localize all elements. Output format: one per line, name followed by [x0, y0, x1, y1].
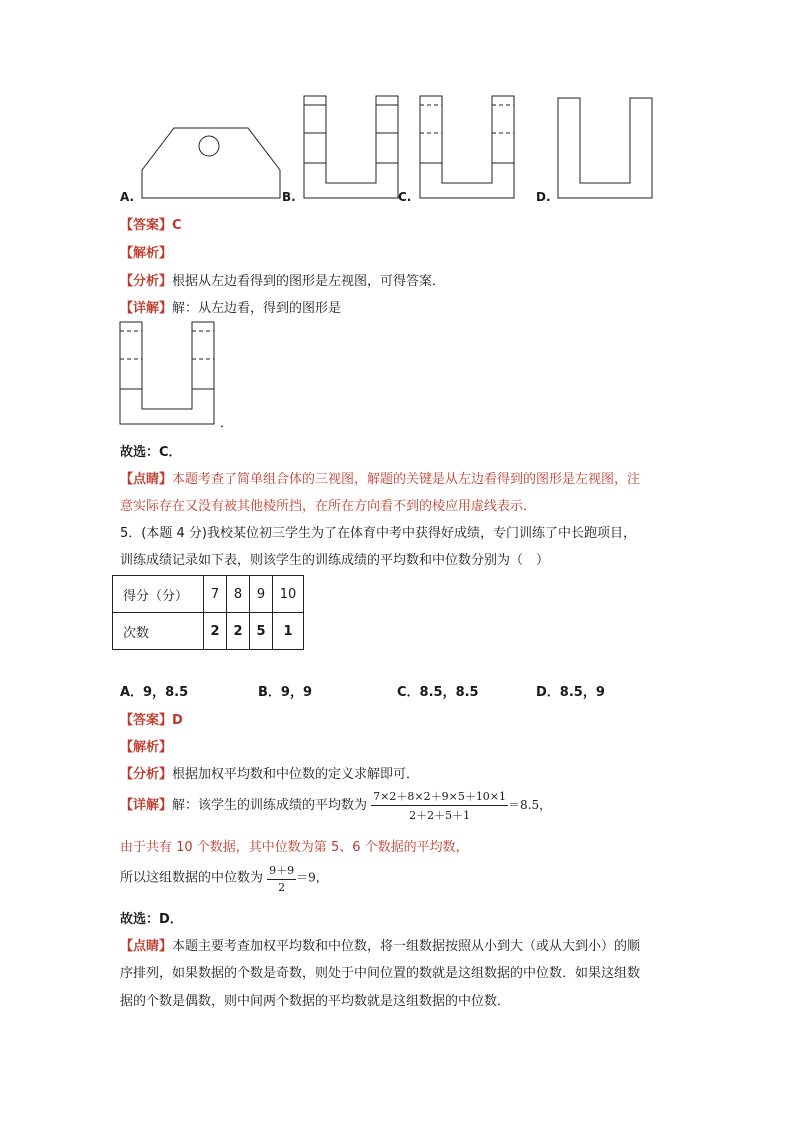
mean-fraction: [371, 788, 508, 823]
dianjing-text-1: 本题主要考查加权平均数和中位数，将一组数据按照从小到大（或从大到小）的顺: [172, 939, 641, 954]
q4-guxuan: 故选：C．: [120, 445, 182, 460]
figure-period: ．: [220, 416, 234, 431]
xiangjie-text: 解：该学生的训练成绩的平均数为: [172, 798, 368, 813]
q5-guxuan: 故选：D．: [120, 912, 183, 927]
q4-answer-line: [120, 214, 182, 233]
q5-dianjing-line2: 序排列，如果数据的个数是奇数，则处于中间位置的数就是这组数据的中位数．如果这组数: [120, 966, 641, 981]
q5-dianjing-line1: [120, 935, 640, 954]
q5-answer-line: [120, 709, 183, 728]
xiangjie-tag: 【详解】: [120, 798, 173, 813]
fenxi-tag: 【分析】: [120, 274, 173, 289]
score-cell: 7: [204, 576, 227, 613]
answer-tag: 【答案】: [120, 713, 173, 728]
dianjing-tag: 【点睛】: [120, 939, 173, 954]
q5-median-line: [120, 862, 328, 894]
q5-analysis-tag: 【解析】: [120, 740, 173, 755]
answer-value: D: [172, 713, 183, 728]
q5-stem-line2: 训练成绩记录如下表，则该学生的训练成绩的平均数和中位数分别为（ ）: [120, 553, 550, 568]
option-a-label[interactable]: A.: [120, 190, 135, 204]
q5-line2: 由于共有 10 个数据，其中位数为第 5、6 个数据的平均数，: [120, 840, 469, 855]
fenxi-text: 根据从左边看得到的图形是左视图，可得答案．: [172, 274, 446, 289]
q5-xiangjie-line: [120, 788, 551, 823]
option-a-figure: [140, 126, 282, 200]
left-view-figure: [119, 321, 215, 426]
score-cell: 9: [250, 576, 273, 613]
answer-value: C: [172, 218, 182, 233]
score-table: [112, 575, 304, 650]
q5-stem-line1: 5．(本题 4 分)我校某位初三学生为了在体育中考中获得好成绩，专门训练了中长跑项目，: [120, 526, 636, 541]
q5-option-d[interactable]: D．8.5，9: [536, 685, 605, 700]
option-d-label[interactable]: D.: [536, 190, 551, 204]
option-b-label[interactable]: B.: [282, 190, 296, 204]
score-cell: 8: [227, 576, 250, 613]
xiangjie-text: 解：从左边看，得到的图形是: [172, 301, 342, 316]
mean-denominator: 2＋2＋5＋1: [409, 809, 471, 822]
q4-fenxi-line: [120, 270, 445, 289]
q5-dianjing-line3: 据的个数是偶数，则中间两个数据的平均数就是这组数据的中位数．: [120, 994, 511, 1009]
xiangjie-tag: 【详解】: [120, 301, 173, 316]
score-cell: 10: [273, 576, 304, 613]
count-cell: 1: [273, 613, 304, 650]
q4-analysis-tag: 【解析】: [120, 246, 173, 261]
median-text: 所以这组数据的中位数为: [120, 870, 264, 886]
count-cell: 2: [204, 613, 227, 650]
q5-option-b[interactable]: B．9，9: [258, 685, 312, 700]
mean-numerator: 7×2＋8×2＋9×5＋10×1: [371, 788, 508, 806]
fenxi-tag: 【分析】: [120, 767, 173, 782]
median-numerator: 9＋9: [267, 862, 296, 880]
option-b-figure: [303, 95, 399, 200]
row-head-count: 次数: [113, 613, 204, 650]
answer-tag: 【答案】: [120, 218, 173, 233]
q5-fenxi-line: [120, 763, 419, 782]
median-denominator: 2: [278, 881, 286, 894]
q4-dianjing-line2: 意实际存在又没有被其他棱所挡，在所在方向看不到的棱应用虚线表示．: [120, 499, 537, 514]
option-c-figure: [419, 95, 515, 200]
dianjing-text-1: 本题考查了简单组合体的三视图，解题的关键是从左边看得到的图形是左视图，注: [172, 472, 641, 487]
median-result: ＝9，: [296, 870, 328, 885]
q5-option-c[interactable]: C．8.5，8.5: [397, 685, 479, 700]
table-row: [113, 613, 304, 650]
table-row: [113, 576, 304, 613]
median-fraction: [267, 862, 296, 894]
q4-xiangjie-line: [120, 297, 341, 316]
count-cell: 2: [227, 613, 250, 650]
row-head-score: 得分（分）: [113, 576, 204, 613]
fenxi-text: 根据加权平均数和中位数的定义求解即可．: [172, 767, 420, 782]
count-cell: 5: [250, 613, 273, 650]
option-c-label[interactable]: C.: [398, 190, 412, 204]
option-d-figure: [557, 97, 653, 200]
q5-option-a[interactable]: A．9，8.5: [120, 685, 189, 700]
dianjing-tag: 【点睛】: [120, 472, 173, 487]
mean-result: ＝8.5，: [508, 798, 552, 812]
q4-dianjing-line1: [120, 468, 640, 487]
